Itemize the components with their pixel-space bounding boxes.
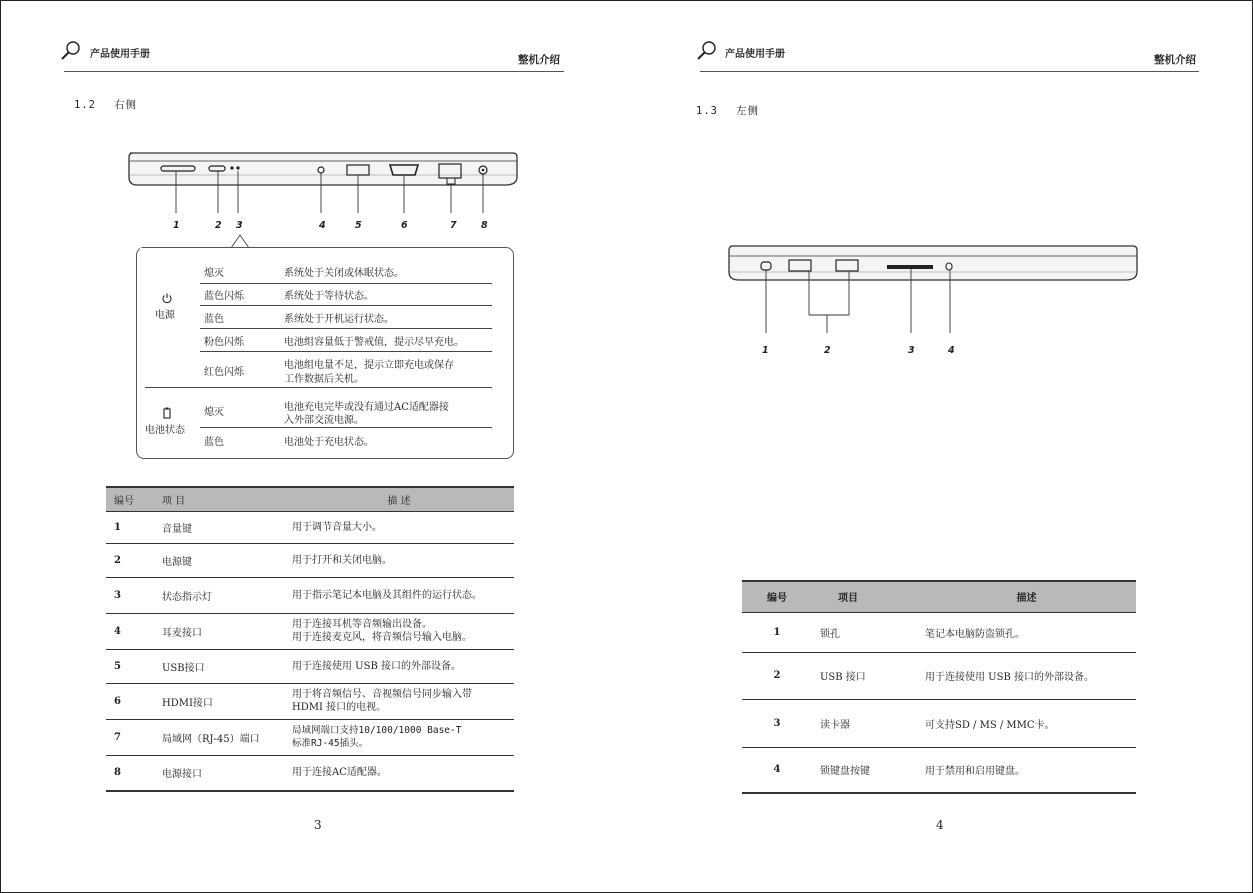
status-state: 红色闪烁: [204, 367, 244, 378]
status-desc: 电池充电完毕或没有通过AC适配器接: [284, 402, 449, 413]
callout-2: 2: [824, 345, 831, 356]
laptop-left-side-illustration: [725, 240, 1145, 340]
column-header: 编号: [106, 487, 154, 511]
battery-label: 电池状态: [145, 425, 185, 436]
status-state: 蓝色闪烁: [204, 291, 244, 302]
table-header-row: [106, 487, 514, 511]
status-state: 熄灭: [204, 407, 224, 418]
status-state: 熄灭: [204, 268, 224, 279]
column-header: 项 目: [154, 487, 284, 511]
callout-4: 4: [319, 220, 326, 231]
header-title: 产品使用手册: [90, 49, 150, 60]
battery-icon: [162, 407, 172, 419]
table-row: 6 HDMI接口 用于将音频信号、音视频信号同步输入带 HDMI 接口的电视。: [106, 683, 514, 719]
table-row: 3 读卡器 可支持SD / MS / MMC卡。: [742, 699, 1136, 747]
power-label: 电源: [155, 310, 175, 321]
page-number: 3: [314, 818, 322, 832]
power-icon: [161, 292, 173, 304]
table-row: 2 USB 接口 用于连接使用 USB 接口的外部设备。: [742, 652, 1136, 699]
status-desc: 系统处于关闭或休眠状态。: [284, 268, 404, 279]
section-heading: 1.3 左侧: [696, 105, 759, 117]
table-row: 4 耳麦接口 用于连接耳机等音频输出设备。 用于连接麦克风，将音频信号输入电脑。: [106, 613, 514, 649]
column-header: 项目: [812, 581, 917, 612]
table-row: 1 锁孔 笔记本电脑防盗锁孔。: [742, 612, 1136, 652]
section-heading: 1.2 右侧: [74, 99, 137, 111]
left-side-ports-table: [742, 580, 1136, 794]
header-title: 产品使用手册: [725, 49, 785, 60]
callout-3: 3: [908, 345, 915, 356]
status-desc: 电池组容量低于警戒值，提示尽早充电。: [284, 337, 464, 348]
header-section: 整机介绍: [1154, 54, 1196, 66]
table-row: 3 状态指示灯 用于指示笔记本电脑及其组件的运行状态。: [106, 577, 514, 613]
magnifier-icon: [696, 40, 718, 62]
status-desc: 入外部交流电源。: [284, 415, 364, 426]
table-row: 7 局域网（RJ-45）端口 局域网端口支持10/100/1000 Base-T 标准RJ-45插头。: [106, 719, 514, 755]
callout-4: 4: [948, 345, 955, 356]
status-state: 蓝色: [204, 437, 224, 448]
laptop-right-side-illustration: [125, 145, 525, 225]
table-row: 5 USB接口 用于连接使用 USB 接口的外部设备。: [106, 649, 514, 683]
status-desc: 系统处于开机运行状态。: [284, 314, 394, 325]
table-header-row: [742, 581, 1136, 612]
status-state: 蓝色: [204, 314, 224, 325]
right-side-ports-table: [106, 486, 514, 792]
status-state: 粉色闪烁: [204, 337, 244, 348]
magnifier-icon: [60, 40, 82, 62]
status-desc: 工作数据后关机。: [284, 374, 364, 385]
callout-1: 1: [762, 345, 769, 356]
callout-3: 3: [236, 220, 243, 231]
callout-5: 5: [355, 220, 362, 231]
page-number: 4: [936, 818, 944, 832]
header-section: 整机介绍: [518, 54, 560, 66]
callout-8: 8: [481, 220, 488, 231]
status-desc: 电池组电量不足，提示立即充电或保存: [284, 360, 454, 371]
column-header: 描述: [917, 581, 1136, 612]
table-row: 4 锁键盘按键 用于禁用和启用键盘。: [742, 747, 1136, 793]
table-row: 8 电源接口 用于连接AC适配器。: [106, 755, 514, 791]
callout-7: 7: [450, 220, 457, 231]
table-row: 2 电源键 用于打开和关闭电脑。: [106, 543, 514, 577]
callout-2: 2: [215, 220, 222, 231]
column-header: 描 述: [284, 487, 514, 511]
column-header: 编号: [742, 581, 812, 612]
callout-6: 6: [401, 220, 408, 231]
callout-1: 1: [173, 220, 180, 231]
status-desc: 系统处于等待状态。: [284, 291, 374, 302]
table-row: 1 音量键 用于调节音量大小。: [106, 511, 514, 543]
status-desc: 电池处于充电状态。: [284, 437, 374, 448]
